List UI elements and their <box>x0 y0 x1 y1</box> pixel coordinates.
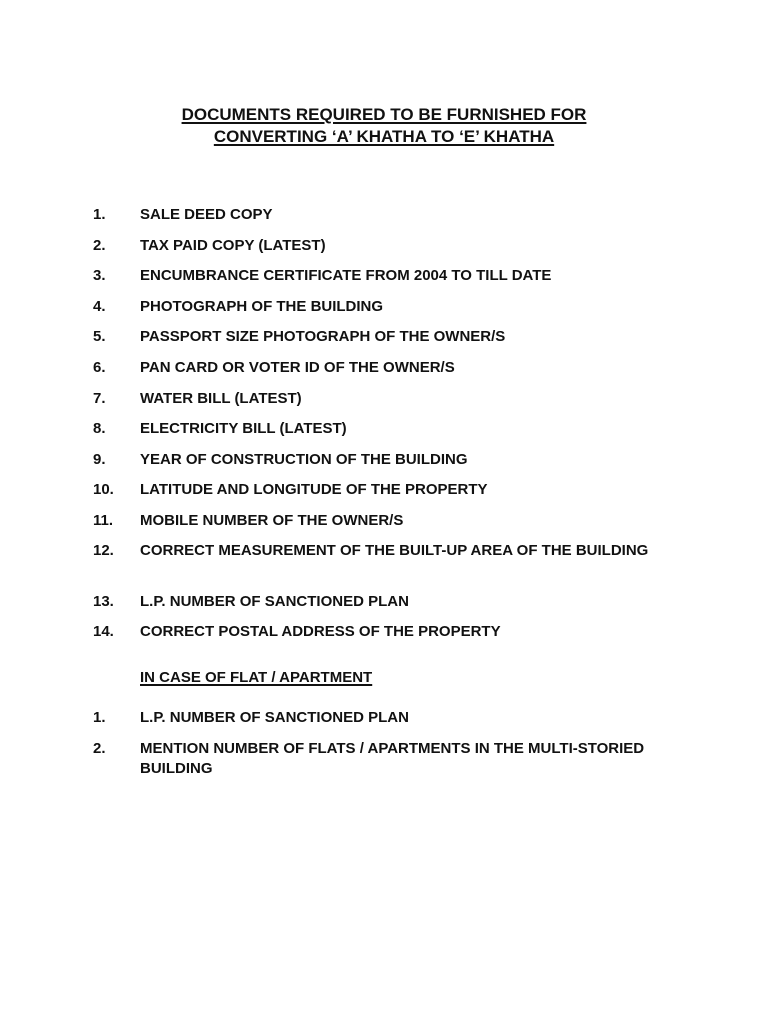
item-text: PHOTOGRAPH OF THE BUILDING <box>140 298 384 315</box>
item-number: 3. <box>93 267 106 284</box>
item-number: 10. <box>93 481 114 498</box>
item-number: 2. <box>93 740 106 757</box>
item-number: 13. <box>93 593 114 610</box>
title-line-1: DOCUMENTS REQUIRED TO BE FURNISHED FOR <box>181 105 587 124</box>
item-text: SALE DEED COPY <box>140 206 273 223</box>
item-number: 4. <box>93 298 106 315</box>
item-text: ENCUMBRANCE CERTIFICATE FROM 2004 TO TILL DATE <box>140 267 552 284</box>
item-number: 8. <box>93 420 106 437</box>
item-text: MOBILE NUMBER OF THE OWNER/S <box>140 512 404 529</box>
item-number: 12. <box>93 542 114 559</box>
item-number: 1. <box>93 709 106 726</box>
item-text: PASSPORT SIZE PHOTOGRAPH OF THE OWNER/S <box>140 328 506 345</box>
item-number: 9. <box>93 451 106 468</box>
item-text: TAX PAID COPY (LATEST) <box>140 237 326 254</box>
item-text: WATER BILL (LATEST) <box>140 390 302 407</box>
item-number: 11. <box>93 512 114 529</box>
item-text: YEAR OF CONSTRUCTION OF THE BUILDING <box>140 451 468 468</box>
item-text: CORRECT MEASUREMENT OF THE BUILT-UP AREA OF THE BUILDING <box>140 542 649 559</box>
flat-apartment-heading: IN CASE OF FLAT / APARTMENT <box>140 669 373 686</box>
document-title <box>0 104 768 148</box>
item-number: 7. <box>93 390 106 407</box>
title-line-2: CONVERTING ‘A’ KHATHA TO ‘E’ KHATHA <box>213 127 555 146</box>
item-number: 6. <box>93 359 106 376</box>
item-number: 14. <box>93 623 114 640</box>
item-text: PAN CARD OR VOTER ID OF THE OWNER/S <box>140 359 455 376</box>
item-text: L.P. NUMBER OF SANCTIONED PLAN <box>140 709 409 726</box>
item-number: 5. <box>93 328 106 345</box>
item-text: CORRECT POSTAL ADDRESS OF THE PROPERTY <box>140 623 501 640</box>
item-text: ELECTRICITY BILL (LATEST) <box>140 420 347 437</box>
item-number: 1. <box>93 206 106 223</box>
item-number: 2. <box>93 237 106 254</box>
item-text: MENTION NUMBER OF FLATS / APARTMENTS IN THE MULTI-STORIED BUILDING <box>140 740 645 777</box>
item-text: LATITUDE AND LONGITUDE OF THE PROPERTY <box>140 481 488 498</box>
item-text: L.P. NUMBER OF SANCTIONED PLAN <box>140 593 409 610</box>
